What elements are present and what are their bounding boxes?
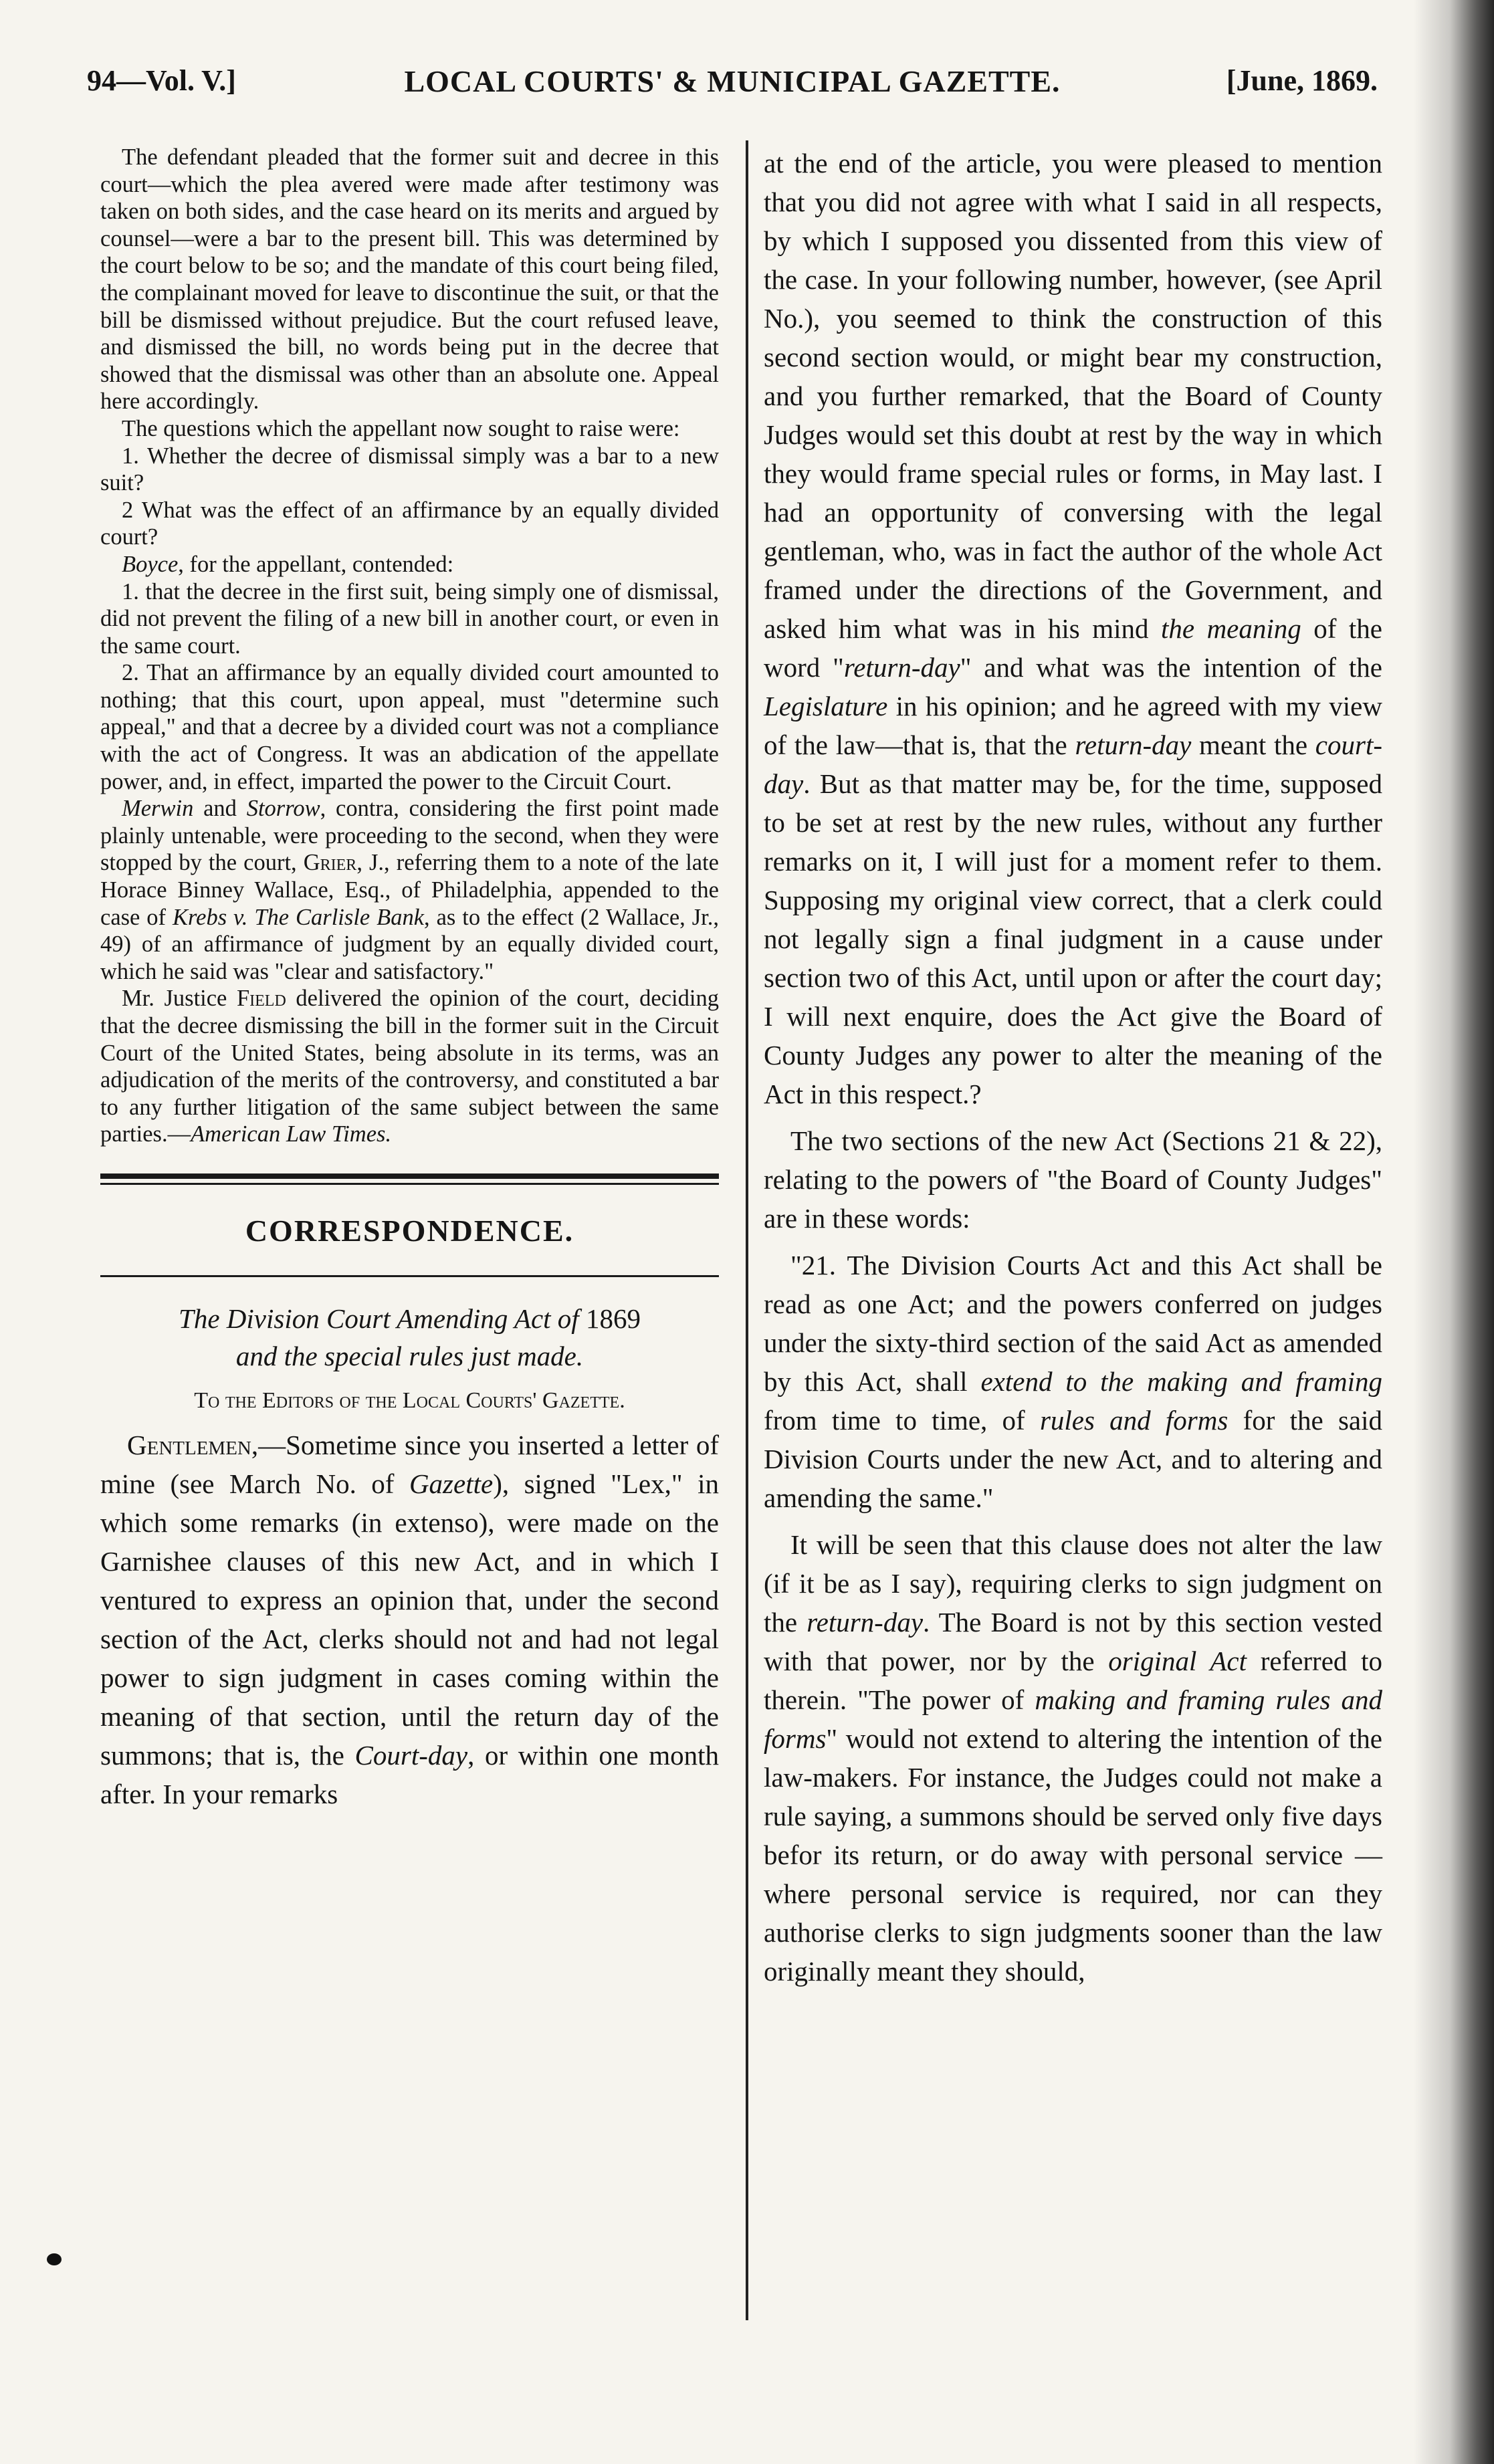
text: referred to therein. "The power of: [764, 1646, 1382, 1715]
emphasis: making and framing rules and forms: [764, 1684, 1382, 1754]
text: "21. The Division Courts Act and this Act shall be read as one Act; and the powers conferred on judges under the sixty-third section of the said Act as amended by this Act, shall: [764, 1250, 1382, 1397]
letter: [100, 1300, 719, 1813]
journal-title: LOCAL COURTS' & MUNICIPAL GAZETTE.: [404, 64, 1061, 98]
emphasis: Legislature: [764, 691, 888, 721]
text: from time to time, of: [764, 1405, 1040, 1436]
text: , contra, considering the first point made plainly untenable, were proceeding to the second, when they were stopped by the court,: [100, 796, 719, 876]
emphasis: rules and forms: [1039, 1405, 1229, 1436]
paragraph: 1. that the decree in the first suit, being simply one of dismissal, did not prevent the filing of a new bill in another court, or even in the same court.: [100, 578, 719, 659]
emphasis: Gazette: [409, 1468, 494, 1499]
text: " and what was the intention of the: [960, 652, 1382, 683]
emphasis: return-day: [1075, 730, 1192, 760]
text: It will be seen that this clause does not alter the law (if it be as I say), requiring clerks to sign judgment on the: [764, 1529, 1382, 1638]
case-report: [100, 144, 719, 1148]
article-title-line-2: and the special rules just made.: [235, 1340, 584, 1371]
issue-date: [June, 1869.: [1226, 64, 1378, 97]
paragraph: [100, 985, 719, 1148]
case-name: Krebs v. The Carlisle Bank: [172, 904, 425, 930]
justice-name: Grier: [303, 850, 357, 876]
text: in his opinion; and he agreed with my view of the law—that is, that the: [764, 691, 1382, 760]
emphasis: extend to the making and framing: [980, 1366, 1383, 1397]
emphasis: return-day: [843, 652, 960, 683]
text: meant the: [1191, 730, 1315, 760]
paragraph: [100, 1426, 719, 1813]
paragraph: 2. That an affirmance by an equally divided court amounted to nothing; that this court, upon appeal, must "determine such appeal," and that a decree by a divided court was not a compliance with the act of Congress. It was an abdication of the appellate power, and, in effect, imparted the power to the Circuit Court.: [100, 660, 719, 794]
source: American Law Times.: [191, 1121, 392, 1147]
emphasis: Court-day: [354, 1739, 468, 1771]
counsel-name: Storrow: [246, 796, 320, 822]
text: , J., referring them to a note of the late Horace Binney Wallace, Esq., of Philadelphia, appended to the case of: [100, 850, 719, 930]
article-title-year: 1869: [585, 1303, 641, 1334]
paragraph: The questions which the appellant now sought to raise were:: [122, 415, 680, 441]
counsel-name: Boyce: [122, 551, 179, 577]
text: . The Board is not by this section vested with that power, nor by the: [764, 1607, 1382, 1676]
paragraph: 1. Whether the decree of dismissal simply was a bar to a new suit?: [100, 443, 719, 496]
rule: [100, 1173, 719, 1179]
page-header: [87, 64, 1378, 110]
text: , as to the effect (2 Wallace, Jr., 49) of an affirmance of judgment by an equally divided court, which he said was "clear and satisfactory.": [100, 904, 719, 984]
emphasis: original Act: [1108, 1646, 1247, 1676]
section-rule: [100, 1173, 719, 1185]
article-title: [100, 1300, 719, 1375]
rule: [100, 1183, 719, 1185]
emphasis: return-day: [807, 1607, 924, 1638]
justice-name: Field: [236, 986, 286, 1012]
text: and: [193, 796, 247, 822]
paragraph: 2 What was the effect of an affirmance by an equally divided court?: [100, 497, 719, 550]
text: . But as that matter may be, for the time, supposed to be set at rest by the new rules, without any further remarks on it, I will just for a moment refer to them. Supposing my original view correct, that a clerk could not legally sign a final judgment in a cause under section two of this Act, until upon or after the court day; I will next enquire, does the Act give the Board of County Judges any power to alter the meaning of the Act in this respect.?: [764, 768, 1382, 1109]
ink-speck: [47, 2253, 62, 2265]
left-column: [100, 144, 719, 1821]
text: —Sometime since you inserted a letter of mine (see March No. of: [100, 1429, 719, 1499]
text: for the said Division Courts under the new Act, and to altering and amending the same.": [764, 1405, 1382, 1513]
emphasis: court-day: [764, 730, 1382, 799]
text: ), signed "Lex," in which some remarks (in extenso), were made on the Garnishee clauses of this new Act, and in which I ventured to express an opinion that, under the second section of the Act, clerks should not and had not legal power to sign judgment in cases coming within the meaning of that section, until the return day of the summons; that is, the: [100, 1468, 719, 1771]
text: " would not extend to altering the intention of the law-makers. For instance, the Judges could not make a rule saying, a summons should be served only five days befor its return, or do away with personal service —where personal service is required, nor can they authorise clerks to sign judgments sooner than the law originally meant they should,: [764, 1723, 1382, 1987]
right-column: [764, 144, 1382, 1999]
paragraph: [764, 144, 1382, 1113]
emphasis: the meaning: [1161, 613, 1301, 644]
page-volume: 94—Vol. V.]: [87, 64, 236, 97]
paragraph: [100, 551, 719, 578]
text: , for the appellant, contended:: [178, 551, 454, 577]
counsel-name: Merwin: [122, 796, 194, 822]
text: , or within one month after. In your remarks: [100, 1739, 719, 1809]
text: delivered the opinion of the court, deciding that the decree dismissing the bill in the former suit in the Circuit Court of the United States, being absolute in its terms, was an adjudication of the merits of the controversy, and constituted a bar to any further litigation of the same subject between the same parties.—: [100, 986, 719, 1147]
text: Mr. Justice: [122, 986, 237, 1012]
paragraph: [100, 795, 719, 985]
paragraph: [764, 1525, 1382, 1991]
paragraph: The two sections of the new Act (Sections 21 & 22), relating to the powers of "the Board of County Judges" are in these words:: [764, 1125, 1382, 1234]
paragraph: The defendant pleaded that the former suit and decree in this court—which the plea avered were made after testimony was taken on both sides, and the case heard on its merits and argued by counsel—were a bar to the present bill. This was determined by the court below to be so; and the mandate of this court being filed, the complainant moved for leave to discontinue the suit, or that the bill be dismissed without prejudice. But the court refused leave, and dismissed the bill, no words being put in the decree that showed that the dismissal was other than an absolute one. Appeal here accordingly.: [100, 144, 719, 415]
section-heading: CORRESPONDENCE.: [245, 1213, 574, 1248]
column-divider: [746, 140, 748, 2320]
scan-page-edge: [1414, 0, 1494, 2464]
rule: [100, 1275, 719, 1277]
text: of the word ": [764, 613, 1382, 683]
paragraph: [764, 1246, 1382, 1517]
greeting: Gentlemen,: [127, 1429, 259, 1460]
text: at the end of the article, you were pleased to mention that you did not agree with what I said in all respects, by which I supposed you dissented from this view of the case. In your following number, however, (see April No.), you seemed to think the construction of this second section would, or might bear my construction, and you further remarked, that the Board of County Judges would set this doubt at rest by the way in which they would frame special rules or forms, in May last. I had an opportunity of conversing with the legal gentleman, who, was in fact the author of the whole Act framed under the directions of the Government, and asked him what was in his mind: [764, 148, 1382, 644]
article-title-line-1: The Division Court Amending Act of: [179, 1303, 579, 1334]
salutation: To the Editors of the Local Courts' Gazette.: [194, 1387, 625, 1413]
